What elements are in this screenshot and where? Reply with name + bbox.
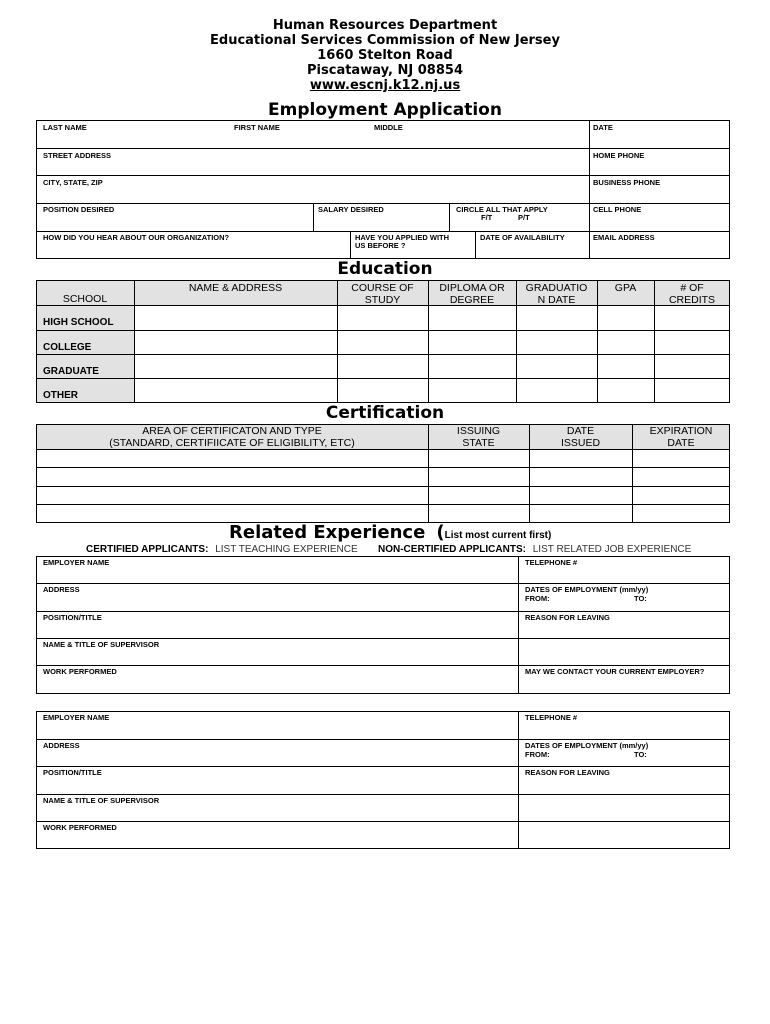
from-label-2: FROM: (525, 750, 550, 759)
position-field-2[interactable] (37, 767, 518, 794)
telephone-label-1: TELEPHONE # (525, 558, 578, 567)
work-performed-label-2: WORK PERFORMED (43, 823, 117, 832)
certified-instruction (86, 544, 358, 555)
address-field-2[interactable] (37, 740, 518, 766)
cert-area-header-line1: AREA OF CERTIFICATON AND TYPE (142, 425, 322, 437)
address-label-2: ADDRESS (43, 741, 80, 750)
row-high-school: HIGH SCHOOL (43, 317, 114, 328)
full-time-option[interactable]: F/T (481, 213, 493, 222)
row-other: OTHER (43, 390, 78, 401)
reason-leaving-label-2: REASON FOR LEAVING (525, 768, 610, 777)
supervisor-label-2: NAME & TITLE OF SUPERVISOR (43, 796, 160, 805)
from-label-1: FROM: (525, 594, 550, 603)
employer-name-label-1: EMPLOYER NAME (43, 558, 110, 567)
graduation-header-line1: GRADUATIO (525, 282, 588, 294)
name-address-header: NAME & ADDRESS (188, 282, 283, 294)
cell-phone-label: CELL PHONE (593, 205, 642, 214)
address-field-1[interactable] (37, 584, 518, 611)
work-performed-label-1: WORK PERFORMED (43, 667, 117, 676)
applied-before-label-line2: US BEFORE ? (355, 241, 406, 250)
street-address-field[interactable] (37, 149, 588, 175)
credits-header-line2: CREDITS (668, 294, 716, 306)
reason-leaving-label-1: REASON FOR LEAVING (525, 613, 610, 622)
employer-name-label-2: EMPLOYER NAME (43, 713, 110, 722)
how-heard-label: HOW DID YOU HEAR ABOUT OUR ORGANIZATION? (43, 233, 230, 242)
position-desired-label: POSITION DESIRED (43, 205, 115, 214)
experience-heading (229, 522, 551, 543)
to-label-2: TO: (634, 750, 647, 759)
date-issued-header-line1: DATE (566, 425, 595, 437)
issuing-state-header-line1: ISSUING (456, 425, 501, 437)
email-label: EMAIL ADDRESS (593, 233, 655, 242)
city-state-zip-field[interactable] (37, 176, 588, 203)
date-label: DATE (593, 123, 613, 132)
home-phone-label: HOME PHONE (593, 151, 645, 160)
position-label-1: POSITION/TITLE (43, 613, 102, 622)
supervisor-label-1: NAME & TITLE OF SUPERVISOR (43, 640, 160, 649)
street-address-label: STREET ADDRESS (43, 151, 112, 160)
gpa-header: GPA (614, 282, 637, 294)
street-address: 1660 Stelton Road (317, 48, 453, 63)
course-header-line1: COURSE OF (351, 282, 414, 294)
employment-dates-label-2: DATES OF EMPLOYMENT (mm/yy) (525, 741, 649, 750)
telephone-label-2: TELEPHONE # (525, 713, 578, 722)
employment-dates-label-1: DATES OF EMPLOYMENT (mm/yy) (525, 585, 649, 594)
graduation-header-line2: N DATE (537, 294, 576, 306)
middle-name-label: MIDDLE (374, 123, 403, 132)
expiration-header-line2: DATE (667, 437, 695, 449)
noncertified-label: NON-CERTIFIED APPLICANTS: (378, 544, 526, 555)
certification-title: Certification (325, 403, 445, 423)
last-name-label: LAST NAME (43, 123, 87, 132)
contact-employer-label-1: MAY WE CONTACT YOUR CURRENT EMPLOYER? (525, 667, 705, 676)
experience-note: List most current first) (444, 530, 552, 541)
course-header-line2: STUDY (364, 294, 401, 306)
row-graduate: GRADUATE (43, 366, 99, 377)
expiration-header-line1: EXPIRATION (649, 425, 713, 437)
date-issued-header-line2: ISSUED (560, 437, 601, 449)
website-link[interactable]: www.escnj.k12.nj.us (309, 78, 461, 93)
noncertified-text: LIST RELATED JOB EXPERIENCE (532, 544, 692, 555)
application-title: Employment Application (268, 100, 502, 120)
cert-area-header-line2: (STANDARD, CERTIFIICATE OF ELIGIBILITY, ETC) (109, 437, 355, 449)
credits-header-line1: # OF (680, 282, 704, 294)
position-label-2: POSITION/TITLE (43, 768, 102, 777)
availability-label: DATE OF AVAILABILITY (480, 233, 565, 242)
first-name-label: FIRST NAME (234, 123, 280, 132)
organization-name: Educational Services Commission of New Jersey (210, 33, 560, 48)
city-address: Piscataway, NJ 08854 (307, 63, 463, 78)
city-state-zip-label: CITY, STATE, ZIP (43, 178, 103, 187)
experience-title: Related Experience (229, 522, 426, 543)
position-field-1[interactable] (37, 612, 518, 638)
part-time-option[interactable]: P/T (518, 213, 530, 222)
certified-label: CERTIFIED APPLICANTS: (86, 544, 209, 555)
diploma-header-line2: DEGREE (449, 294, 495, 306)
school-header: SCHOOL (62, 293, 108, 305)
diploma-header-line1: DIPLOMA OR (439, 282, 505, 294)
issuing-state-header-line2: STATE (462, 437, 495, 449)
department-name: Human Resources Department (272, 18, 498, 33)
row-college: COLLEGE (43, 342, 92, 353)
to-label-1: TO: (634, 594, 647, 603)
noncertified-instruction (378, 544, 691, 555)
circle-all-label: CIRCLE ALL THAT APPLY (456, 205, 548, 214)
applied-before-label-line1: HAVE YOU APPLIED WITH (355, 233, 450, 242)
certified-text: LIST TEACHING EXPERIENCE (215, 544, 358, 555)
salary-desired-label: SALARY DESIRED (318, 205, 384, 214)
address-label-1: ADDRESS (43, 585, 80, 594)
middle-name-field[interactable] (372, 121, 588, 148)
business-phone-label: BUSINESS PHONE (593, 178, 661, 187)
experience-paren: ( (436, 522, 445, 543)
education-title: Education (337, 259, 433, 279)
